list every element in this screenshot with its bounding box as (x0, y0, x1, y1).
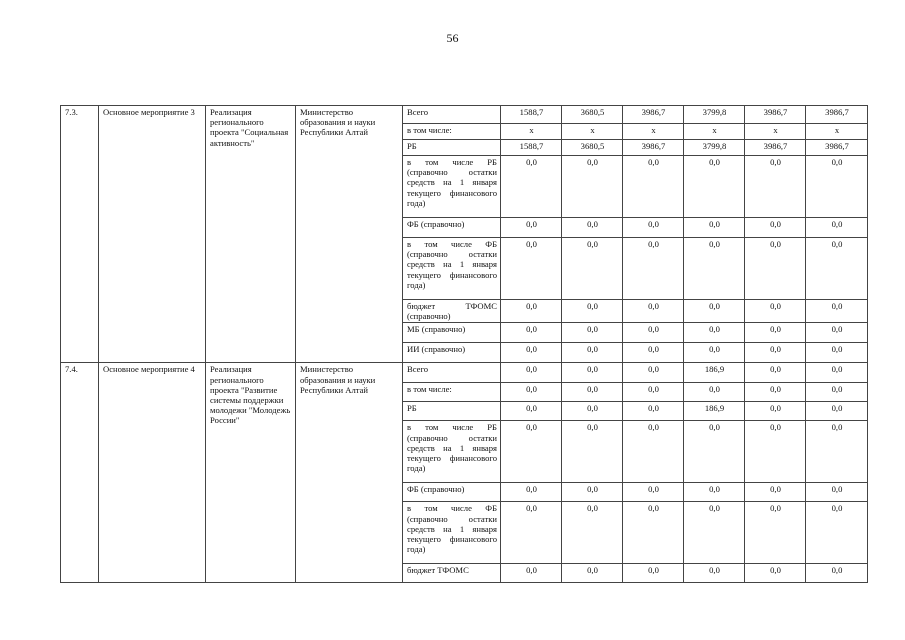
amount-cell: 0,0 (745, 483, 806, 502)
amount-cell: 0,0 (745, 323, 806, 343)
funding-source-label: ФБ (справочно) (403, 483, 501, 502)
amount-cell: 0,0 (562, 383, 623, 402)
executor-name: Министерство образования и науки Республики Алтай (296, 106, 403, 363)
amount-cell: 3986,7 (623, 140, 684, 156)
amount-cell: 1588,7 (501, 106, 562, 124)
amount-cell: 0,0 (562, 502, 623, 564)
amount-cell: 0,0 (684, 238, 745, 300)
amount-cell: 0,0 (623, 343, 684, 363)
amount-cell: x (623, 124, 684, 140)
amount-cell: 0,0 (501, 156, 562, 218)
amount-cell: 0,0 (562, 300, 623, 323)
section-code: 7.3. (61, 106, 99, 363)
funding-source-label: в том числе ФБ (справочно остатки средств на 1 января текущего финансового года) (403, 502, 501, 564)
amount-cell: 0,0 (623, 363, 684, 383)
amount-cell: 0,0 (501, 323, 562, 343)
amount-cell: 0,0 (684, 564, 745, 583)
amount-cell: x (501, 124, 562, 140)
amount-cell: x (745, 124, 806, 140)
amount-cell: x (562, 124, 623, 140)
amount-cell: 0,0 (745, 218, 806, 238)
amount-cell: 3986,7 (623, 106, 684, 124)
amount-cell: 0,0 (623, 323, 684, 343)
amount-cell: 0,0 (806, 421, 868, 483)
amount-cell: 0,0 (684, 483, 745, 502)
funding-source-label: в том числе РБ (справочно остатки средств на 1 января текущего финансового года) (403, 421, 501, 483)
amount-cell: 3799,8 (684, 106, 745, 124)
amount-cell: 0,0 (501, 300, 562, 323)
amount-cell: 0,0 (562, 402, 623, 421)
amount-cell: 0,0 (623, 218, 684, 238)
amount-cell: 0,0 (684, 323, 745, 343)
amount-cell: 0,0 (684, 300, 745, 323)
executor-name: Министерство образования и науки Республики Алтай (296, 363, 403, 583)
page-number: 56 (446, 31, 459, 45)
amount-cell: 0,0 (501, 564, 562, 583)
amount-cell: x (684, 124, 745, 140)
amount-cell: 0,0 (501, 502, 562, 564)
budget-table (60, 105, 868, 583)
project-name: Реализация регионального проекта "Социальная активность" (206, 106, 296, 363)
amount-cell: 0,0 (501, 402, 562, 421)
funding-source-label: РБ (403, 402, 501, 421)
amount-cell: 0,0 (562, 156, 623, 218)
amount-cell: 3986,7 (745, 106, 806, 124)
section-code: 7.4. (61, 363, 99, 583)
amount-cell: 0,0 (684, 421, 745, 483)
amount-cell: 0,0 (806, 156, 868, 218)
amount-cell: 0,0 (745, 383, 806, 402)
amount-cell: 3986,7 (806, 140, 868, 156)
table-row (61, 106, 868, 124)
funding-source-label: Всего (403, 363, 501, 383)
amount-cell: 1588,7 (501, 140, 562, 156)
funding-source-label: РБ (403, 140, 501, 156)
amount-cell: 0,0 (745, 300, 806, 323)
amount-cell: 0,0 (501, 363, 562, 383)
amount-cell: 0,0 (623, 483, 684, 502)
amount-cell: 0,0 (501, 421, 562, 483)
amount-cell: 0,0 (562, 238, 623, 300)
amount-cell: 0,0 (745, 502, 806, 564)
amount-cell: 0,0 (806, 383, 868, 402)
amount-cell: 0,0 (806, 502, 868, 564)
funding-source-label: в том числе: (403, 383, 501, 402)
amount-cell: 0,0 (623, 300, 684, 323)
funding-source-label: в том числе ФБ (справочно остатки средств на 1 января текущего финансового года) (403, 238, 501, 300)
amount-cell: 3986,7 (745, 140, 806, 156)
amount-cell: 0,0 (623, 421, 684, 483)
amount-cell: 0,0 (745, 402, 806, 421)
amount-cell: 0,0 (806, 218, 868, 238)
funding-source-label: бюджет ТФОМС (справочно) (403, 300, 501, 323)
amount-cell: 0,0 (806, 300, 868, 323)
funding-source-label: в том числе: (403, 124, 501, 140)
amount-cell: 0,0 (562, 483, 623, 502)
project-name: Реализация регионального проекта "Развитие системы поддержки молодежи "Молодежь России" (206, 363, 296, 583)
funding-source-label: в том числе РБ (справочно остатки средств на 1 января текущего финансового года) (403, 156, 501, 218)
amount-cell: 0,0 (562, 363, 623, 383)
table-row (61, 363, 868, 383)
amount-cell: 0,0 (684, 218, 745, 238)
amount-cell: 0,0 (745, 564, 806, 583)
funding-source-label: ИИ (справочно) (403, 343, 501, 363)
amount-cell: 0,0 (623, 238, 684, 300)
funding-source-label: бюджет ТФОМС (403, 564, 501, 583)
amount-cell: 0,0 (623, 564, 684, 583)
amount-cell: 0,0 (806, 564, 868, 583)
amount-cell: 0,0 (745, 343, 806, 363)
amount-cell: 0,0 (501, 383, 562, 402)
amount-cell: 0,0 (684, 156, 745, 218)
event-name: Основное мероприятие 4 (99, 363, 206, 583)
amount-cell: 0,0 (806, 323, 868, 343)
amount-cell: 0,0 (623, 402, 684, 421)
amount-cell: 0,0 (501, 218, 562, 238)
amount-cell: 186,9 (684, 363, 745, 383)
amount-cell: 3680,5 (562, 140, 623, 156)
amount-cell: 0,0 (806, 343, 868, 363)
amount-cell: 0,0 (501, 238, 562, 300)
amount-cell: 0,0 (623, 383, 684, 402)
amount-cell: 186,9 (684, 402, 745, 421)
amount-cell: 0,0 (684, 383, 745, 402)
amount-cell: 0,0 (684, 343, 745, 363)
amount-cell: 0,0 (745, 421, 806, 483)
amount-cell: 0,0 (562, 218, 623, 238)
amount-cell: x (806, 124, 868, 140)
amount-cell: 0,0 (562, 323, 623, 343)
amount-cell: 0,0 (562, 564, 623, 583)
amount-cell: 0,0 (501, 483, 562, 502)
amount-cell: 0,0 (684, 502, 745, 564)
event-name: Основное мероприятие 3 (99, 106, 206, 363)
amount-cell: 3986,7 (806, 106, 868, 124)
amount-cell: 0,0 (806, 363, 868, 383)
funding-source-label: ФБ (справочно) (403, 218, 501, 238)
amount-cell: 0,0 (806, 483, 868, 502)
amount-cell: 0,0 (562, 421, 623, 483)
budget-table-body (61, 106, 868, 583)
amount-cell: 0,0 (562, 343, 623, 363)
amount-cell: 0,0 (745, 238, 806, 300)
amount-cell: 0,0 (806, 238, 868, 300)
funding-source-label: Всего (403, 106, 501, 124)
amount-cell: 3799,8 (684, 140, 745, 156)
amount-cell: 0,0 (745, 156, 806, 218)
amount-cell: 0,0 (501, 343, 562, 363)
amount-cell: 0,0 (623, 156, 684, 218)
amount-cell: 3680,5 (562, 106, 623, 124)
funding-source-label: МБ (справочно) (403, 323, 501, 343)
amount-cell: 0,0 (745, 363, 806, 383)
amount-cell: 0,0 (623, 502, 684, 564)
amount-cell: 0,0 (806, 402, 868, 421)
